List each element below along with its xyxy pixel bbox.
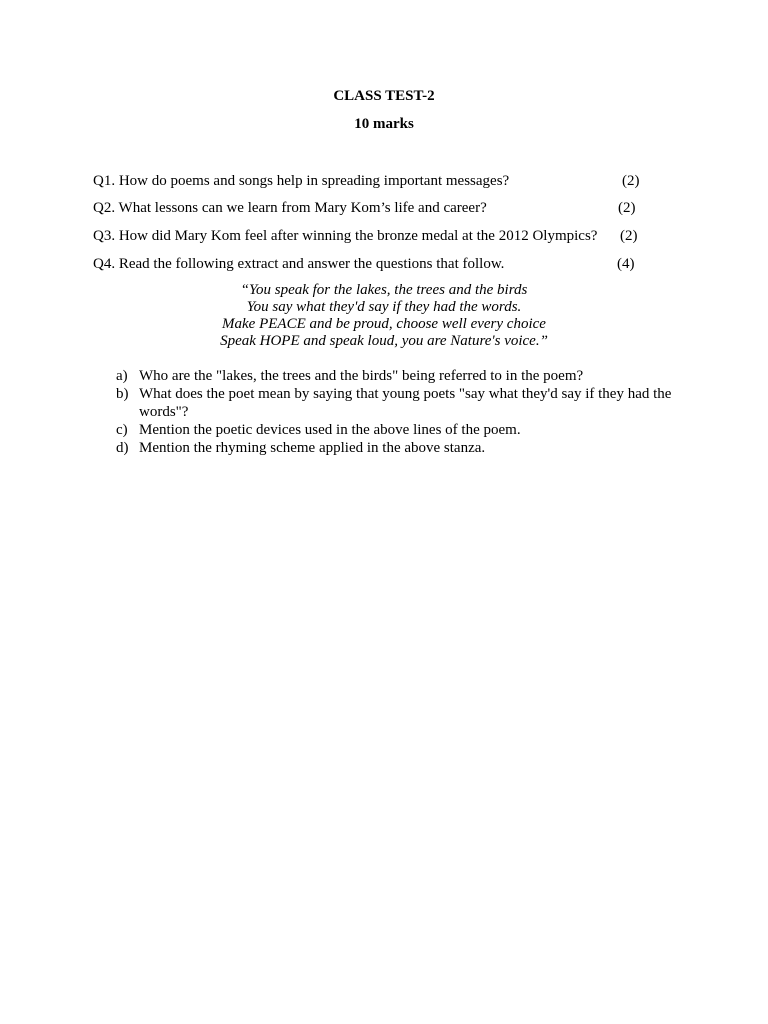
poem-extract bbox=[0, 282, 768, 350]
question-3-marks: (2) bbox=[620, 228, 638, 244]
sub-question-letter: d) bbox=[116, 440, 129, 456]
sub-question-letter: a) bbox=[116, 368, 128, 384]
poem-line: “You speak for the lakes, the trees and the birds bbox=[240, 282, 528, 298]
sub-question-d bbox=[116, 439, 676, 457]
question-2-marks: (2) bbox=[618, 200, 636, 216]
poem-line: You say what they'd say if they had the words. bbox=[246, 299, 522, 315]
question-4: Q4. Read the following extract and answer the questions that follow. bbox=[93, 256, 505, 272]
question-4-marks: (4) bbox=[617, 256, 635, 272]
sub-question-c bbox=[116, 421, 676, 439]
poem-line: Speak HOPE and speak loud, you are Nature's voice.” bbox=[220, 333, 548, 349]
sub-question-a bbox=[116, 367, 676, 385]
question-1: Q1. How do poems and songs help in spreading important messages? bbox=[93, 173, 510, 189]
total-marks: 10 marks bbox=[354, 116, 414, 132]
sub-question-text: Mention the rhyming scheme applied in the above stanza. bbox=[139, 440, 486, 456]
sub-question-text: What does the poet mean by saying that young poets "say what they'd say if they had the words"? bbox=[139, 386, 672, 420]
sub-question-text: Who are the "lakes, the trees and the birds" being referred to in the poem? bbox=[139, 368, 584, 384]
question-1-marks: (2) bbox=[622, 173, 640, 189]
page-title: CLASS TEST-2 bbox=[333, 88, 435, 104]
sub-question-text: Mention the poetic devices used in the above lines of the poem. bbox=[139, 422, 521, 438]
question-3: Q3. How did Mary Kom feel after winning the bronze medal at the 2012 Olympics? bbox=[93, 228, 598, 244]
poem-line: Make PEACE and be proud, choose well every choice bbox=[222, 316, 546, 332]
sub-question-letter: b) bbox=[116, 386, 129, 402]
sub-question-letter: c) bbox=[116, 422, 128, 438]
question-2: Q2. What lessons can we learn from Mary Kom’s life and career? bbox=[93, 200, 487, 216]
sub-question-b bbox=[116, 385, 676, 421]
